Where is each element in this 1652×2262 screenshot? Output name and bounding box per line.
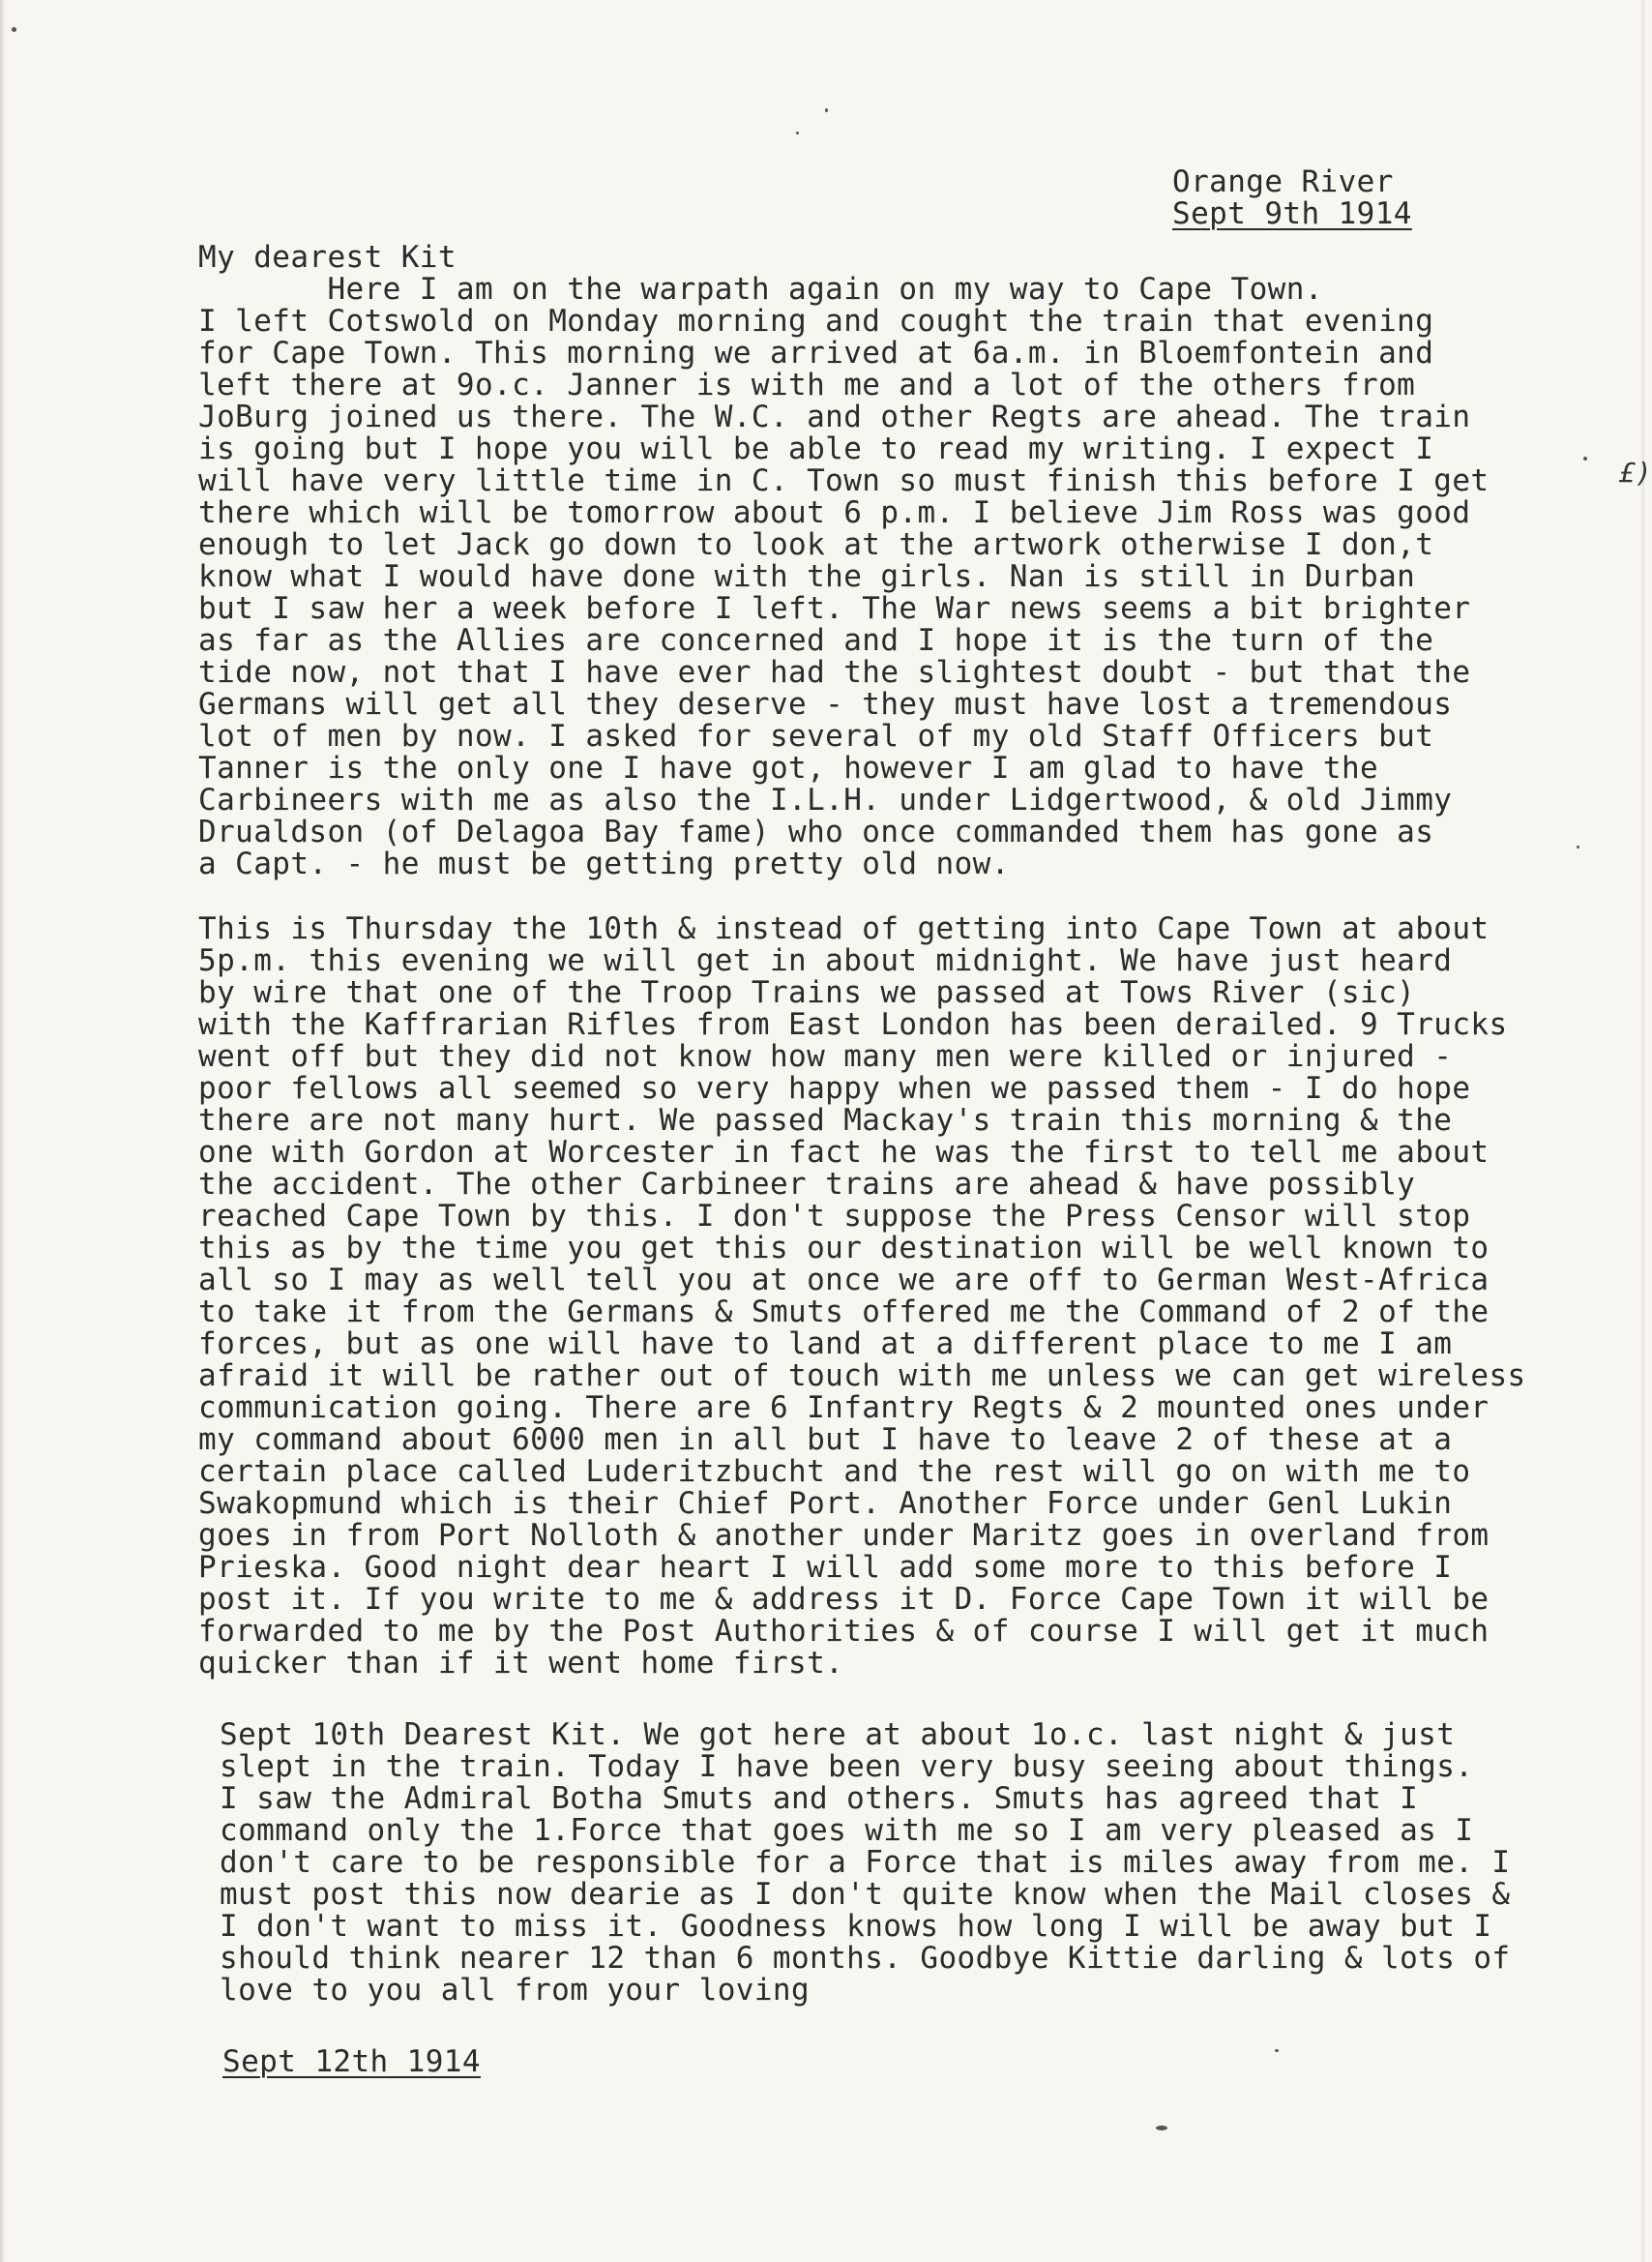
text-line: for Cape Town. This morning we arrived at 6a.m. in Bloemfontein and: [198, 336, 1434, 371]
text-line: JoBurg joined us there. The W.C. and other Regts are ahead. The train: [198, 400, 1471, 434]
text-line: I left Cotswold on Monday morning and cought the train that evening: [198, 304, 1434, 339]
text-line: I don't want to miss it. Goodness knows how long I will be away but I: [220, 1909, 1492, 1944]
text-line: goes in from Port Nolloth & another under Maritz goes in overland from: [198, 1518, 1490, 1553]
text-line: 5p.m. this evening we will get in about midnight. We have just heard: [198, 943, 1453, 978]
text-line: with the Kaffrarian Rifles from East London has been derailed. 9 Trucks: [198, 1007, 1508, 1042]
text-line: there which will be tomorrow about 6 p.m. I believe Jim Ross was good: [198, 495, 1471, 530]
text-line: love to you all from your loving: [220, 1973, 811, 2008]
text-line: know what I would have done with the girls. Nan is still in Durban: [198, 559, 1416, 594]
text-line: This is Thursday the 10th & instead of getting into Cape Town at about: [198, 911, 1490, 946]
paper-speck: [12, 27, 16, 32]
paper-speck: [1275, 2049, 1279, 2052]
text-line: Drualdson (of Delagoa Bay fame) who once commanded them has gone as: [198, 815, 1434, 849]
text-line: slept in the train. Today I have been very busy seeing about things.: [220, 1749, 1474, 1784]
text-line: my command about 6000 men in all but I have to leave 2 of these at a: [198, 1422, 1453, 1457]
text-line: Sept 10th Dearest Kit. We got here at about 1o.c. last night & just: [220, 1717, 1456, 1752]
text-line: left there at 9o.c. Janner is with me and a lot of the others from: [198, 368, 1416, 402]
text-line: communication going. There are 6 Infantry Regts & 2 mounted ones under: [198, 1390, 1490, 1425]
text-line: should think nearer 12 than 6 months. Goodbye Kittie darling & lots of: [220, 1941, 1511, 1976]
paper-speck: [825, 108, 828, 112]
text-line: I saw the Admiral Botha Smuts and others. Smuts has agreed that I: [220, 1781, 1419, 1816]
paper-speck: [1583, 457, 1587, 461]
text-line: Carbineers with me as also the I.L.H. under Lidgertwood, & old Jimmy: [198, 783, 1453, 818]
text-line: this as by the time you get this our destination will be well known to: [198, 1231, 1490, 1265]
text-line: Swakopmund which is their Chief Port. Another Force under Genl Lukin: [198, 1486, 1453, 1521]
text-line: Tanner is the only one I have got, however I am glad to have the: [198, 751, 1379, 786]
paper-speck: [1577, 846, 1579, 848]
salutation: My dearest Kit: [198, 240, 457, 275]
text-line: a Capt. - he must be getting pretty old now.: [198, 847, 1010, 881]
page-right-edge: [1640, 0, 1644, 2262]
letter-date: Sept 9th 1914: [1172, 196, 1412, 231]
text-line: afraid it will be rather out of touch with me unless we can get wireless: [198, 1358, 1526, 1393]
text-line: forces, but as one will have to land at a different place to me I am: [198, 1326, 1453, 1361]
text-line: is going but I hope you will be able to read my writing. I expect I: [198, 432, 1434, 466]
text-line: command only the 1.Force that goes with me so I am very pleased as I: [220, 1813, 1474, 1848]
text-line: by wire that one of the Troop Trains we passed at Tows River (sic): [198, 975, 1416, 1010]
text-line: must post this now dearie as I don't quite know when the Mail closes &: [220, 1877, 1511, 1912]
closing-date: Sept 12th 1914: [222, 2044, 481, 2079]
text-line: there are not many hurt. We passed Mackay's train this morning & the: [198, 1103, 1453, 1138]
text-line: lot of men by now. I asked for several of my old Staff Officers but: [198, 719, 1434, 754]
letter-place: Orange River: [1172, 164, 1394, 199]
text-line: post it. If you write to me & address it D. Force Cape Town it will be: [198, 1582, 1490, 1617]
paper-speck: [1156, 2126, 1167, 2130]
page-left-edge: [0, 0, 6, 2262]
margin-mark: £): [1619, 457, 1652, 489]
text-line: tide now, not that I have ever had the slightest doubt - but that the: [198, 655, 1471, 690]
text-line: as far as the Allies are concerned and I hope it is the turn of the: [198, 623, 1434, 658]
text-line: forwarded to me by the Post Authorities & of course I will get it much: [198, 1614, 1490, 1649]
text-line: will have very little time in C. Town so must finish this before I get: [198, 463, 1490, 498]
text-line: Here I am on the warpath again on my way to Cape Town.: [198, 272, 1323, 307]
text-line: quicker than if it went home first.: [198, 1646, 844, 1681]
text-line: enough to let Jack go down to look at the artwork otherwise I don,t: [198, 527, 1434, 562]
paper-speck: [796, 132, 799, 134]
text-line: don't care to be responsible for a Force that is miles away from me. I: [220, 1845, 1511, 1880]
text-line: all so I may as well tell you at once we are off to German West-Africa: [198, 1263, 1490, 1297]
text-line: certain place called Luderitzbucht and the rest will go on with me to: [198, 1454, 1471, 1489]
text-line: Germans will get all they deserve - they must have lost a tremendous: [198, 687, 1453, 722]
text-line: to take it from the Germans & Smuts offered me the Command of 2 of the: [198, 1295, 1490, 1329]
text-line: Prieska. Good night dear heart I will add some more to this before I: [198, 1550, 1453, 1585]
text-line: the accident. The other Carbineer trains are ahead & have possibly: [198, 1167, 1416, 1202]
text-line: poor fellows all seemed so very happy when we passed them - I do hope: [198, 1071, 1471, 1106]
text-line: one with Gordon at Worcester in fact he was the first to tell me about: [198, 1135, 1490, 1170]
text-line: reached Cape Town by this. I don't suppose the Press Censor will stop: [198, 1199, 1471, 1234]
text-line: went off but they did not know how many men were killed or injured -: [198, 1039, 1453, 1074]
text-line: but I saw her a week before I left. The War news seems a bit brighter: [198, 591, 1471, 626]
